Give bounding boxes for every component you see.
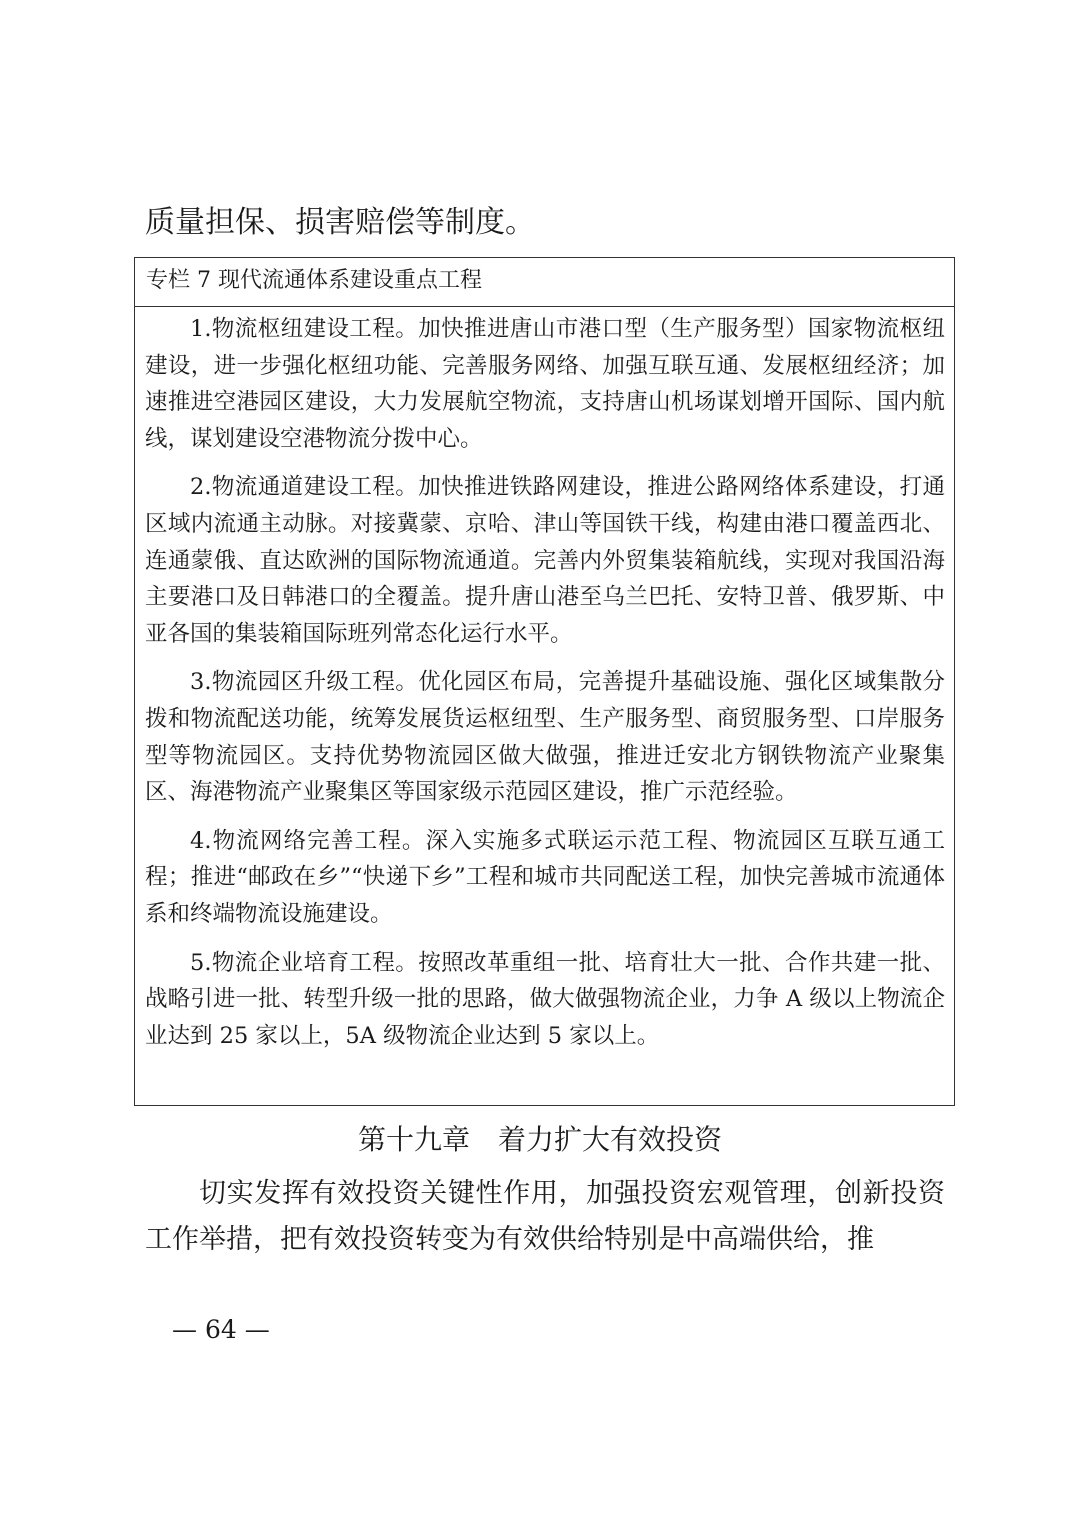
column-box	[134, 257, 955, 1106]
body-paragraph: 切实发挥有效投资关键性作用，加强投资宏观管理，创新投资工作举措，把有效投资转变为有效供给特别是中高端供给，推	[145, 1178, 945, 1255]
column-item-logistics-park: 3.物流园区升级工程。优化园区布局，完善提升基础设施、强化区域集散分拨和物流配送功能，统筹发展货运枢纽型、生产服务型、商贸服务型、口岸服务型等物流园区。支持优势物流园区做大做强，推进迁安北方钢铁物流产业聚集区、海港物流产业聚集区等国家级示范园区建设，推广示范经验。	[145, 669, 945, 806]
column-item-logistics-network: 4.物流网络完善工程。深入实施多式联运示范工程、物流园区互联互通工程；推进“邮政在乡”“快递下乡”工程和城市共同配送工程，加快完善城市流通体系和终端物流设施建设。	[145, 827, 945, 927]
column-item-logistics-enterprise: 5.物流企业培育工程。按照改革重组一批、培育壮大一批、合作共建一批、战略引进一批、转型升级一批的思路，做大做强物流企业，力争 A 级以上物流企业达到 25 家以上，5A 级物流企业达到 5 家以上。	[145, 949, 945, 1049]
column-box-body	[135, 307, 954, 1054]
column-item-logistics-channel: 2.物流通道建设工程。加快推进铁路网建设，推进公路网络体系建设，打通区域内流通主动脉。对接冀蒙、京哈、津山等国铁干线，构建由港口覆盖西北、连通蒙俄、直达欧洲的国际物流通道。完善内外贸集装箱航线，实现对我国沿海主要港口及日韩港口的全覆盖。提升唐山港至乌兰巴托、安特卫普、俄罗斯、中亚各国的集装箱国际班列常态化运行水平。	[145, 474, 945, 647]
chapter-title: 第十九章 着力扩大有效投资	[357, 1123, 722, 1156]
lead-text-line: 质量担保、损害赔偿等制度。	[145, 205, 535, 240]
column-item-logistics-hub: 1.物流枢纽建设工程。加快推进唐山市港口型（生产服务型）国家物流枢纽建设，进一步强化枢纽功能、完善服务网络、加强互联互通、发展枢纽经济；加速推进空港园区建设，大力发展航空物流，支持唐山机场谋划增开国际、国内航线，谋划建设空港物流分拨中心。	[145, 316, 945, 452]
page-number: — 64 —	[172, 1315, 270, 1344]
column-box-title: 专栏 7 现代流通体系建设重点工程	[135, 258, 954, 307]
